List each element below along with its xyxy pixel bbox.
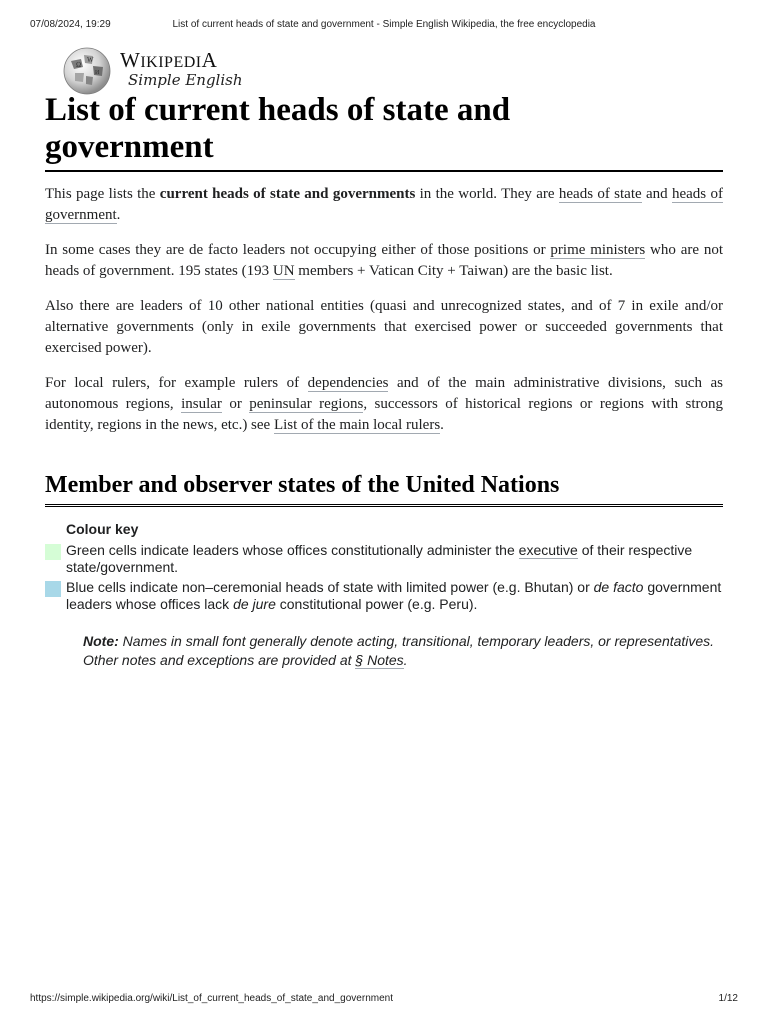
notes-section-link[interactable]: § Notes	[355, 652, 404, 668]
note-label: Note:	[83, 633, 119, 649]
wordmark-rest: IKIPEDI	[140, 54, 202, 71]
colour-key-blue-row	[45, 579, 723, 613]
colour-key	[45, 521, 723, 613]
intro-paragraph-4	[45, 373, 723, 436]
text: or	[221, 396, 250, 412]
wikipedia-wordmark	[120, 48, 217, 73]
text: In some cases they are de facto leaders not occupying either of those positions or	[45, 242, 551, 258]
un-link[interactable]: UN	[272, 263, 295, 279]
bold-term: current heads of state and governments	[159, 186, 416, 202]
intro-paragraph-3: Also there are leaders of 10 other national entities (quasi and unrecognized states, and of 7 in exile and/or alternative governments (only in exile governments that exercised power or succeeded governments that exercised power).	[45, 298, 723, 356]
blue-swatch	[45, 581, 61, 597]
text: constitutional power (e.g. Peru).	[275, 596, 478, 612]
intro-paragraph-2	[45, 240, 723, 282]
page-title-line2: government	[45, 129, 214, 165]
heads-of-state-link[interactable]: heads of state	[558, 186, 642, 202]
insular-link[interactable]: insular	[181, 396, 222, 412]
svg-text:Ω: Ω	[76, 61, 82, 69]
text: who are not heads of government. 195 states (193	[45, 242, 723, 279]
text: Blue cells indicate non–ceremonial heads of state with limited power (e.g. Bhutan) or	[66, 579, 594, 595]
print-timestamp: 07/08/2024, 19:29	[30, 19, 111, 30]
page-title	[45, 92, 723, 172]
executive-link[interactable]: executive	[518, 542, 578, 558]
text: .	[440, 417, 444, 433]
hatnote	[83, 632, 723, 670]
text: members + Vatican City + Taiwan) are the basic list.	[294, 263, 613, 279]
text: .	[403, 652, 408, 668]
print-title: List of current heads of state and government - Simple English Wikipedia, the free encyclopedia	[172, 19, 596, 30]
de-facto-term: de facto	[593, 579, 644, 595]
print-header	[30, 19, 738, 33]
text: of their respective state/government.	[66, 542, 693, 575]
local-rulers-link[interactable]: List of the main local rulers	[273, 417, 441, 433]
wordmark-last: A	[201, 48, 218, 72]
article-content	[45, 92, 723, 670]
de-jure-term: de jure	[233, 596, 276, 612]
prime-ministers-link[interactable]: prime ministers	[550, 242, 646, 258]
text: and of the main administrative divisions, such as autonomous regions,	[45, 375, 724, 412]
text: Green cells indicate leaders whose offices constitutionally administer the	[66, 542, 519, 558]
text: Names in small font generally denote acting, transitional, temporary leaders, or representatives. Other notes and exceptions are provided at	[83, 633, 715, 668]
svg-text:И: И	[95, 70, 100, 76]
colour-key-title: Colour key	[66, 521, 139, 537]
wikipedia-tagline: Simple English	[128, 71, 243, 89]
print-url: https://simple.wikipedia.org/wiki/List_of_current_heads_of_state_and_government	[30, 993, 393, 1004]
peninsular-regions-link[interactable]: peninsular regions	[249, 396, 364, 412]
section-heading: Member and observer states of the United Nations	[45, 470, 723, 507]
wikipedia-logo[interactable]	[62, 44, 262, 96]
heads-of-government-link[interactable]: heads of government	[45, 186, 723, 223]
wordmark-first: W	[120, 48, 141, 72]
text: This page lists the	[45, 186, 160, 202]
intro-paragraph-1	[45, 184, 723, 226]
text: and	[641, 186, 672, 202]
text: , successors of historical regions or regions with strong identity, regions in the news, etc.) see	[45, 396, 724, 433]
svg-text:W: W	[87, 56, 94, 64]
print-page-number: 1/12	[718, 993, 738, 1004]
wikipedia-globe-icon	[62, 46, 112, 96]
dependencies-link[interactable]: dependencies	[307, 375, 389, 391]
text: government leaders whose offices lack	[66, 579, 722, 612]
green-swatch	[45, 544, 61, 560]
page-title-line1: List of current heads of state and	[45, 92, 511, 128]
text: in the world. They are	[415, 186, 559, 202]
colour-key-green-row	[45, 542, 723, 576]
text: .	[116, 207, 121, 223]
text: For local rulers, for example rulers of	[45, 375, 308, 391]
